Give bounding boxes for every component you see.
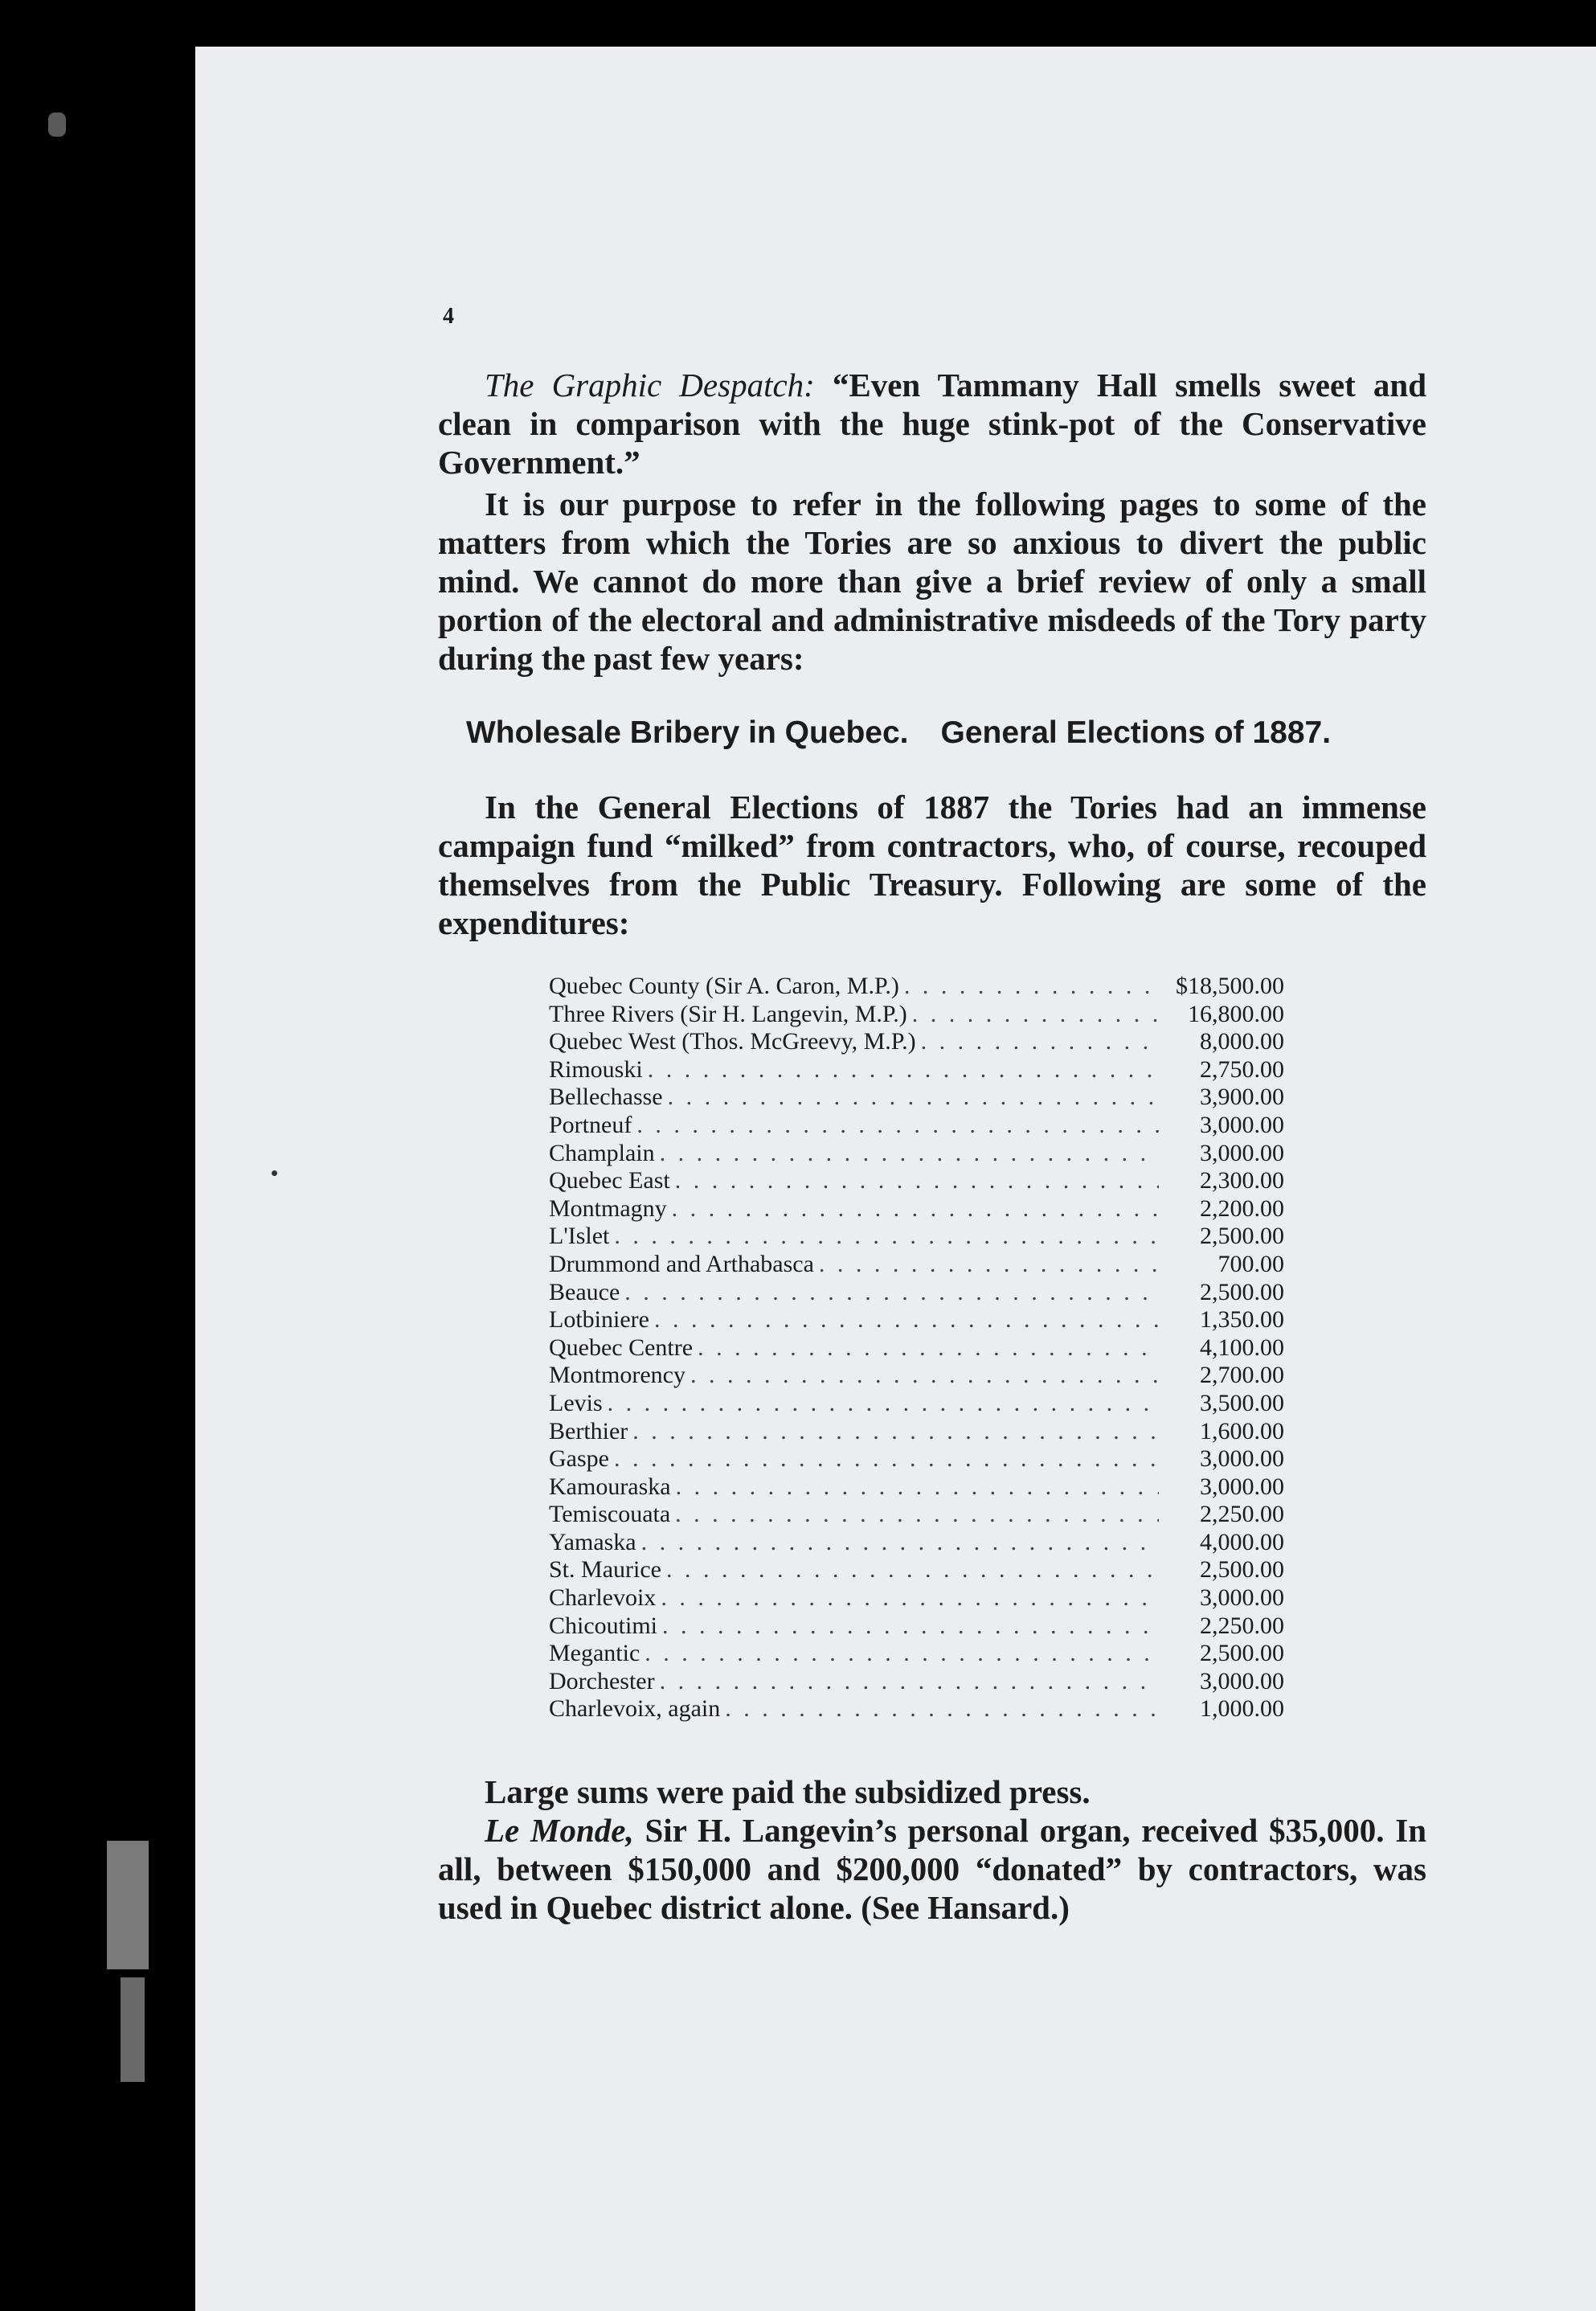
expenditure-amount: 3,000.00 [1200, 1139, 1284, 1166]
constituency-name: Chicoutimi [549, 1612, 657, 1639]
leader-dots [645, 1640, 1159, 1668]
leader-dots [662, 1612, 1159, 1641]
quote-source: The Graphic Despatch: [485, 367, 815, 404]
constituency-name: Drummond and Arthabasca [549, 1250, 814, 1277]
page-number: 4 [443, 304, 454, 329]
purpose-paragraph: It is our purpose to refer in the following pages to some of the matters from which the Tories are so anxious to divert the public mind. We cannot do more than give a brief review of only a small portion of the electoral and administrative misdeeds of the Tory party during the past few years: [438, 486, 1426, 677]
expenditure-amount: 2,500.00 [1200, 1556, 1284, 1584]
constituency-name: Beauce [549, 1278, 620, 1305]
constituency-name: Champlain [549, 1139, 655, 1166]
quote-text: “Even Tammany Hall smells sweet and clean in comparison with the huge stink-pot of the Conservative Government.” [438, 367, 1426, 481]
constituency-name: St. Maurice [549, 1556, 661, 1584]
constituency-name: Gaspe [549, 1445, 609, 1473]
expenditure-row [549, 1251, 1284, 1279]
expenditure-amount: 4,100.00 [1200, 1334, 1284, 1361]
constituency-name: Montmagny [549, 1194, 667, 1222]
leader-dots [624, 1279, 1159, 1307]
expenditure-amount: 3,000.00 [1200, 1667, 1284, 1694]
expenditure-amount: 2,500.00 [1200, 1278, 1284, 1305]
expenditure-amount: 3,000.00 [1200, 1111, 1284, 1138]
expenditure-amount: 3,900.00 [1200, 1084, 1284, 1111]
closing-line-1: Large sums were paid the subsidized press. [485, 1773, 1091, 1810]
leader-dots [608, 1390, 1159, 1418]
quote-paragraph [438, 366, 1426, 481]
expenditure-amount: 2,250.00 [1200, 1501, 1284, 1528]
expenditure-row [549, 1473, 1284, 1502]
expenditure-row [549, 1501, 1284, 1529]
opening-text [438, 366, 1426, 678]
expenditure-amount: 4,000.00 [1200, 1528, 1284, 1555]
expenditure-row [549, 1529, 1284, 1557]
expenditure-amount: $18,500.00 [1176, 973, 1284, 999]
leader-dots [675, 1501, 1159, 1529]
closing-text-body: Sir H. Langevin’s personal organ, received $35,000. In all, between $150,000 and $200,000 “donated” by contractors, was used in Quebec district alone. [438, 1812, 1427, 1926]
expenditure-amount: 1,350.00 [1200, 1306, 1284, 1334]
scan-border-left [0, 0, 195, 2311]
constituency-name: Charlevoix, again [549, 1695, 721, 1723]
expenditure-amount: 3,000.00 [1200, 1445, 1284, 1473]
leader-dots [660, 1140, 1159, 1168]
scan-artifact [48, 113, 66, 137]
constituency-name: Berthier [549, 1417, 628, 1444]
constituency-name: Dorchester [549, 1667, 655, 1694]
leader-dots [690, 1362, 1159, 1390]
expenditure-row [549, 1695, 1284, 1723]
leader-dots [725, 1695, 1159, 1723]
expenditure-row [549, 1223, 1284, 1251]
expenditure-row [549, 1140, 1284, 1168]
constituency-name: Temiscouata [549, 1501, 671, 1528]
expenditure-row [549, 1445, 1284, 1473]
leader-dots [921, 1028, 1159, 1056]
expenditure-amount: 2,300.00 [1200, 1167, 1284, 1194]
expenditure-row [549, 1612, 1284, 1641]
leader-dots [904, 973, 1159, 1001]
leader-dots [912, 1001, 1159, 1029]
constituency-name: Quebec Centre [549, 1334, 694, 1361]
heading-part-2: General Elections of 1887. [940, 715, 1332, 750]
constituency-name: Montmorency [549, 1362, 685, 1389]
expenditure-amount: 700.00 [1217, 1250, 1284, 1277]
expenditure-amount: 8,000.00 [1200, 1028, 1284, 1055]
expenditure-row [549, 1167, 1284, 1195]
leader-dots [632, 1418, 1159, 1446]
leader-dots [648, 1056, 1159, 1084]
constituency-name: Lotbiniere [549, 1306, 649, 1334]
intro-paragraph: In the General Elections of 1887 the Tories had an immense campaign fund “milked” from contractors, who, of course, recouped themselves from the Public Treasury. Following are some of the expenditures: [438, 789, 1426, 941]
expenditure-row [549, 1056, 1284, 1084]
leader-dots [641, 1529, 1159, 1557]
constituency-name: Megantic [549, 1640, 640, 1667]
expenditure-row [549, 1418, 1284, 1446]
expenditure-row [549, 1279, 1284, 1307]
scan-artifact [121, 1977, 145, 2082]
expenditure-amount: 3,000.00 [1200, 1473, 1284, 1500]
leader-dots [636, 1112, 1159, 1140]
constituency-name: Bellechasse [549, 1084, 663, 1111]
expenditure-row [549, 1668, 1284, 1696]
expenditure-row [549, 1084, 1284, 1112]
leader-dots [666, 1556, 1159, 1584]
constituency-name: Quebec East [549, 1167, 670, 1194]
expenditure-row [549, 1195, 1284, 1223]
expenditure-row [549, 1556, 1284, 1584]
leader-dots [672, 1195, 1159, 1223]
expenditure-amount: 2,200.00 [1200, 1194, 1284, 1222]
expenditure-row [549, 1334, 1284, 1362]
constituency-name: Portneuf [549, 1111, 632, 1138]
expenditure-list [549, 973, 1284, 1723]
leader-dots [614, 1223, 1159, 1251]
leader-dots [668, 1084, 1159, 1112]
expenditure-row [549, 1584, 1284, 1612]
expenditure-amount: 2,250.00 [1200, 1612, 1284, 1639]
leader-dots [676, 1473, 1159, 1502]
constituency-name: Levis [549, 1389, 603, 1416]
constituency-name: Yamaska [549, 1528, 636, 1555]
leader-dots [819, 1251, 1159, 1279]
expenditure-row [549, 1362, 1284, 1390]
leader-dots [698, 1334, 1159, 1362]
constituency-name: Quebec West (Thos. McGreevy, M.P.) [549, 1028, 916, 1055]
expenditure-row [549, 973, 1284, 1001]
constituency-name: Kamouraska [549, 1473, 671, 1500]
leader-dots [661, 1584, 1159, 1612]
leader-dots [660, 1668, 1159, 1696]
expenditure-amount: 2,750.00 [1200, 1055, 1284, 1083]
expenditure-row [549, 1001, 1284, 1029]
expenditure-amount: 3,500.00 [1200, 1389, 1284, 1416]
constituency-name: Quebec County (Sir A. Caron, M.P.) [549, 973, 899, 999]
expenditure-amount: 1,600.00 [1200, 1417, 1284, 1444]
expenditure-row [549, 1390, 1284, 1418]
constituency-name: L'Islet [549, 1223, 610, 1250]
constituency-name: Rimouski [549, 1055, 643, 1083]
heading-part-1: Wholesale Bribery in Quebec. [466, 715, 909, 750]
leader-dots [654, 1306, 1159, 1334]
closing-text [438, 1772, 1426, 1927]
hansard-reference: (See Hansard.) [861, 1889, 1070, 1926]
leader-dots [675, 1167, 1159, 1195]
expenditure-row [549, 1306, 1284, 1334]
le-monde-title: Le Monde, [485, 1812, 634, 1849]
intro-text [438, 788, 1426, 942]
expenditure-amount: 2,500.00 [1200, 1640, 1284, 1667]
expenditure-amount: 2,500.00 [1200, 1223, 1284, 1250]
expenditure-row [549, 1028, 1284, 1056]
scan-speck [272, 1170, 277, 1176]
scan-artifact [107, 1841, 149, 1969]
constituency-name: Three Rivers (Sir H. Langevin, M.P.) [549, 1000, 907, 1027]
section-heading [466, 714, 1398, 752]
expenditure-amount: 2,700.00 [1200, 1362, 1284, 1389]
leader-dots [614, 1445, 1159, 1473]
expenditure-row [549, 1640, 1284, 1668]
expenditure-amount: 3,000.00 [1200, 1584, 1284, 1612]
closing-paragraph [438, 1811, 1426, 1927]
constituency-name: Charlevoix [549, 1584, 657, 1612]
expenditure-row [549, 1112, 1284, 1140]
expenditure-amount: 16,800.00 [1188, 1000, 1284, 1027]
expenditure-amount: 1,000.00 [1200, 1695, 1284, 1723]
